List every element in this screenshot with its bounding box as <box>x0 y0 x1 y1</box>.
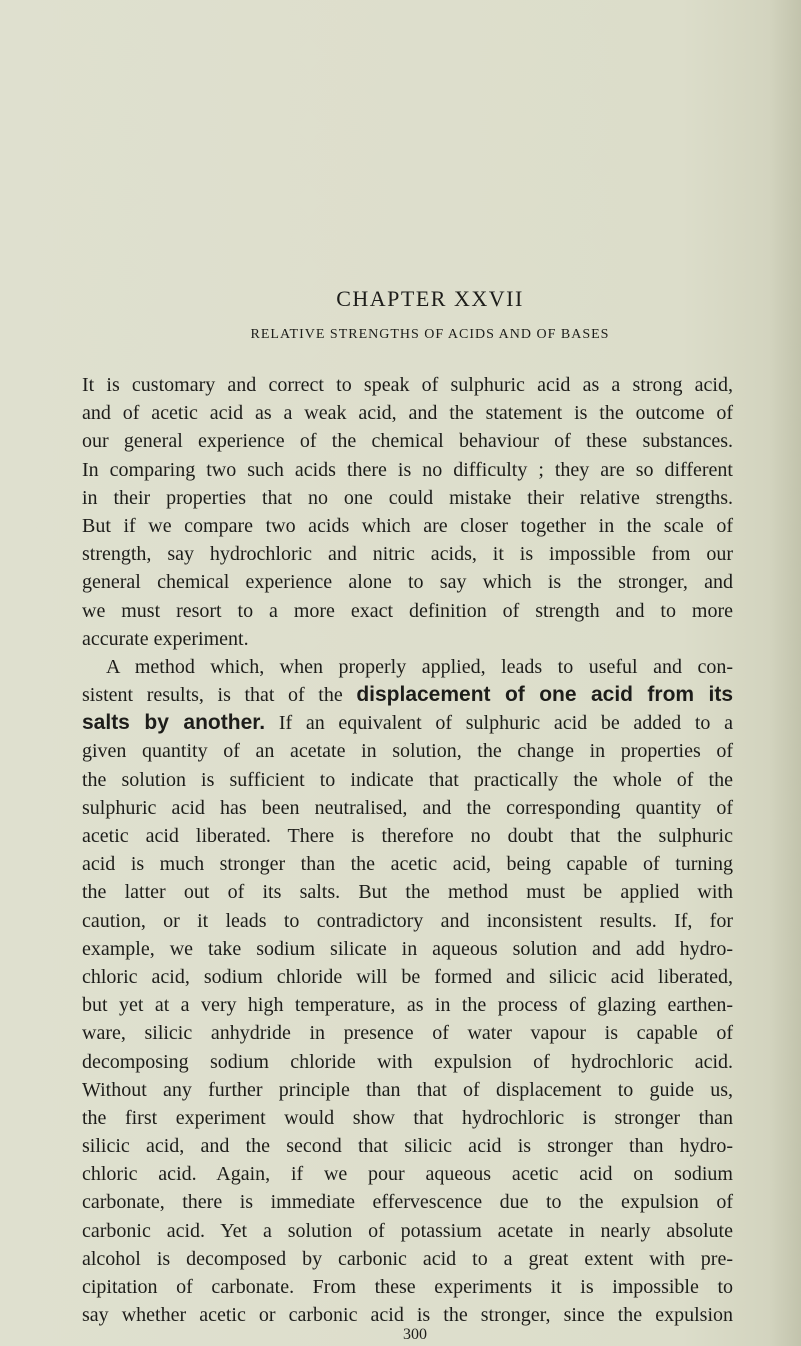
text-line: In comparing two such acids there is no difficulty ; they are so different <box>82 458 733 481</box>
text-line: the solution is sufficient to indicate that practically the whole of the <box>82 768 733 791</box>
body-text <box>82 371 733 1329</box>
text-line: Without any further principle than that of displacement to guide us, <box>82 1078 733 1101</box>
text-line: It is customary and correct to speak of sulphuric acid as a strong acid, <box>82 374 733 396</box>
text-line: carbonic acid. Yet a solution of potassium acetate in nearly absolute <box>82 1219 733 1242</box>
text-line: ware, silicic anhydride in presence of water vapour is capable of <box>82 1022 733 1045</box>
text-line: decomposing sodium chloride with expulsion of hydrochloric acid. <box>82 1050 733 1073</box>
text-line: chloric acid. Again, if we pour aqueous acetic acid on sodium <box>82 1163 733 1186</box>
chapter-title: CHAPTER XXVII <box>336 286 524 311</box>
text-line: in their properties that no one could mistake their relative strengths. <box>82 486 733 509</box>
text-line: and of acetic acid as a weak acid, and the statement is the outcome of <box>82 402 733 425</box>
page-number: 300 <box>403 1326 427 1343</box>
text-segment: sistent results, is that of the <box>82 684 343 707</box>
text-line <box>82 681 733 709</box>
text-segment: If an equivalent of sulphuric acid be added to a <box>278 712 734 735</box>
text-line: But if we compare two acids which are closer together in the scale of <box>82 514 733 537</box>
text-line: chloric acid, sodium chloride will be formed and silicic acid liberated, <box>82 965 733 988</box>
text-line: acetic acid liberated. There is therefore no doubt that the sulphuric <box>82 825 733 847</box>
text-line: example, we take sodium silicate in aqueous solution and add hydro- <box>82 937 733 960</box>
text-line: caution, or it leads to contradictory and inconsistent results. If, for <box>82 909 733 932</box>
text-line: silicic acid, and the second that silicic acid is stronger than hydro- <box>82 1135 733 1158</box>
text-line: cipitation of carbonate. From these experiments it is impossible to <box>82 1276 733 1298</box>
text-line: say whether acetic or carbonic acid is the stronger, since the expulsion <box>82 1304 733 1327</box>
text-line: A method which, when properly applied, leads to useful and con- <box>106 655 733 678</box>
text-line <box>82 709 733 737</box>
text-line: general chemical experience alone to say which is the stronger, and <box>82 571 733 594</box>
text-line: alcohol is decomposed by carbonic acid to a great extent with pre- <box>82 1247 733 1270</box>
section-title: RELATIVE STRENGTHS OF ACIDS AND OF BASES <box>250 327 610 342</box>
text-line: carbonate, there is immediate effervescence due to the expulsion of <box>82 1191 733 1214</box>
text-line: we must resort to a more exact definition of strength and to more <box>82 599 733 622</box>
text-line: the latter out of its salts. But the method must be applied with <box>82 881 733 904</box>
text-line: our general experience of the chemical behaviour of these substances. <box>82 430 733 453</box>
text-line: accurate experiment. <box>82 627 249 650</box>
emphasized-text: displacement of one acid from its <box>356 683 734 707</box>
emphasized-text: salts by another. <box>82 711 266 735</box>
text-line: but yet at a very high temperature, as in the process of glazing earthen- <box>82 994 733 1017</box>
text-line: the first experiment would show that hydrochloric is stronger than <box>82 1106 733 1129</box>
text-line: acid is much stronger than the acetic acid, being capable of turning <box>82 853 733 876</box>
text-line: given quantity of an acetate in solution, the change in properties of <box>82 740 733 763</box>
text-line: strength, say hydrochloric and nitric acids, it is impossible from our <box>82 543 733 566</box>
text-line: sulphuric acid has been neutralised, and the corresponding quantity of <box>82 796 733 819</box>
